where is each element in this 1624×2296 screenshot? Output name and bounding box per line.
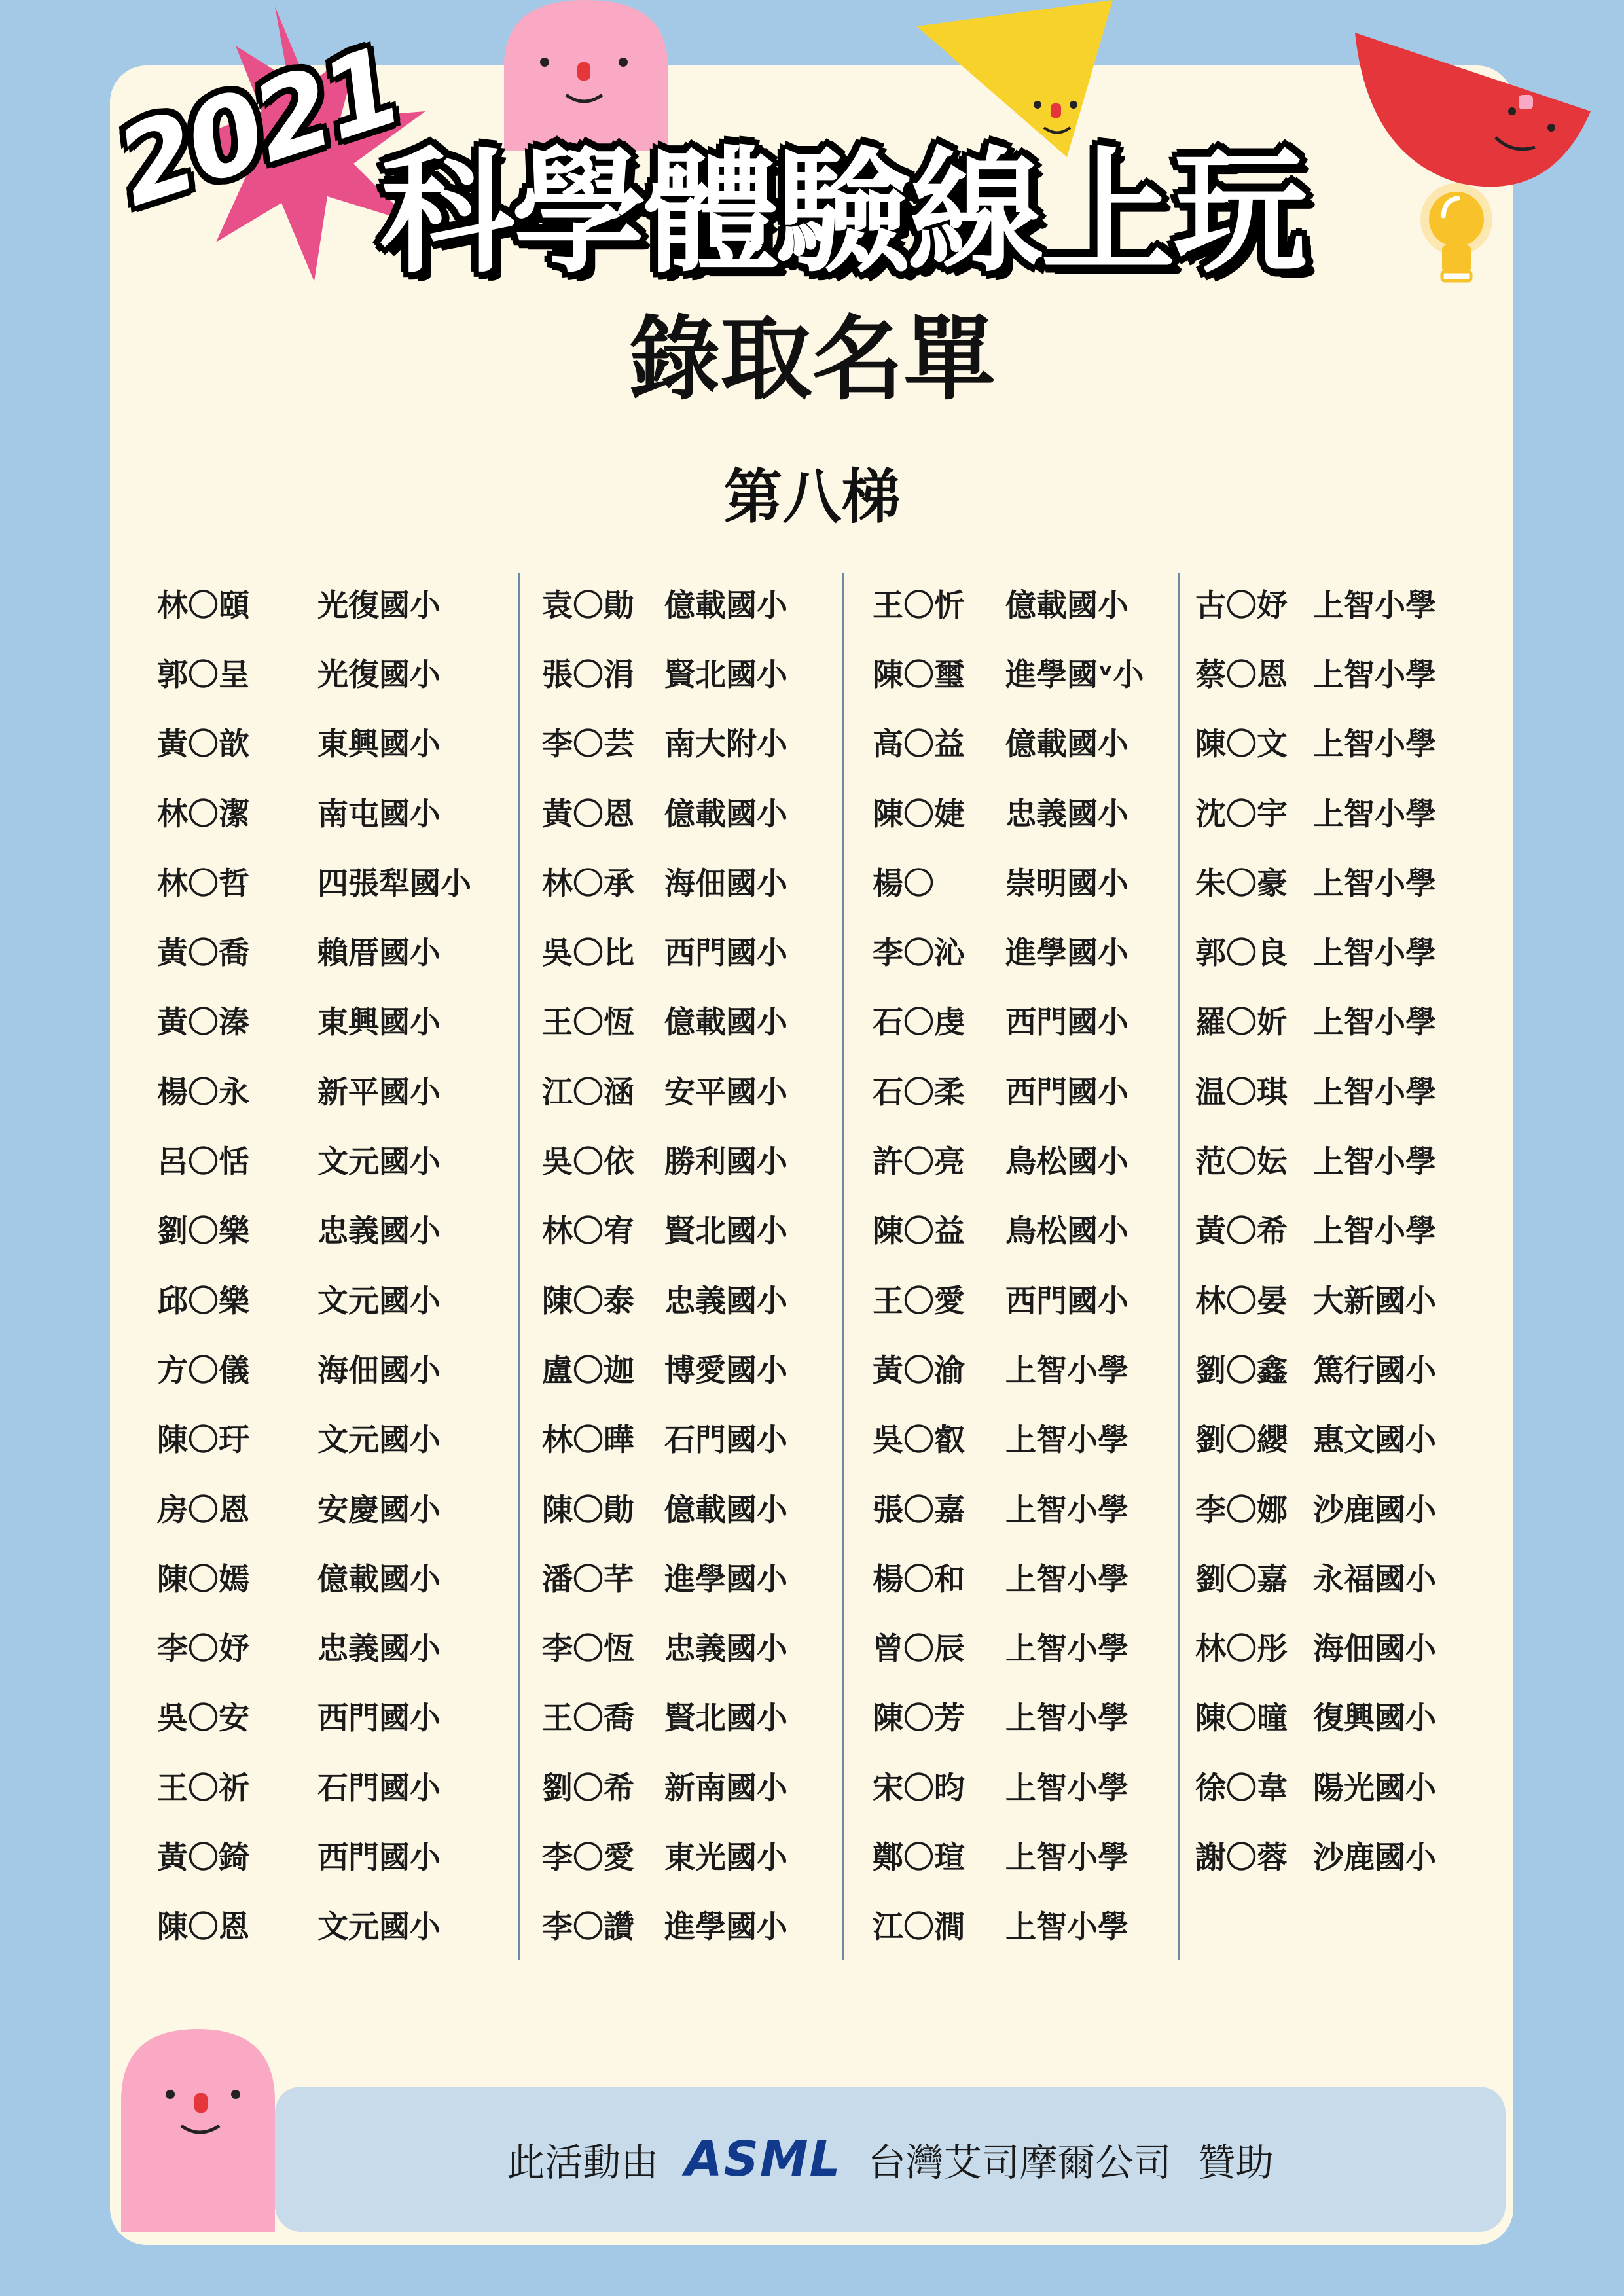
list-item bbox=[157, 1403, 471, 1473]
school-name: 億載國小 bbox=[664, 587, 787, 624]
student-name: 沈〇宇 bbox=[1195, 796, 1288, 833]
student-name: 許〇亮 bbox=[873, 1144, 965, 1181]
school-name: 忠義國小 bbox=[664, 1631, 787, 1668]
list-item bbox=[542, 1542, 787, 1611]
list-item bbox=[1195, 986, 1436, 1055]
school-name: 上智小學 bbox=[1313, 865, 1436, 902]
student-name: 陳〇婕 bbox=[873, 796, 965, 833]
student-name: 陳〇嫣 bbox=[157, 1561, 249, 1598]
student-name: 劉〇樂 bbox=[157, 1213, 249, 1250]
school-name: 上智小學 bbox=[1313, 587, 1436, 624]
school-name: 石門國小 bbox=[664, 1422, 787, 1459]
student-name: 范〇妘 bbox=[1195, 1144, 1288, 1181]
list-item bbox=[1195, 1681, 1436, 1751]
school-name: 鳥松國小 bbox=[1005, 1144, 1128, 1181]
student-name: 黃〇希 bbox=[1195, 1213, 1288, 1250]
school-name: 文元國小 bbox=[317, 1144, 441, 1181]
student-name: 郭〇良 bbox=[1195, 935, 1288, 972]
school-name: 南大附小 bbox=[664, 726, 787, 763]
student-name: 謝〇蓉 bbox=[1195, 1839, 1288, 1876]
list-item bbox=[873, 568, 1144, 637]
school-name: 進學國小 bbox=[1005, 935, 1128, 972]
school-name: 上智小學 bbox=[1313, 656, 1436, 693]
student-name: 曾〇辰 bbox=[873, 1631, 965, 1668]
student-name: 高〇益 bbox=[873, 726, 965, 763]
student-name: 宋〇昀 bbox=[873, 1770, 965, 1806]
student-name: 林〇潔 bbox=[157, 796, 249, 833]
list-item bbox=[873, 1194, 1144, 1264]
student-name: 陳〇益 bbox=[873, 1213, 965, 1250]
student-name: 張〇嘉 bbox=[873, 1492, 965, 1528]
school-name: 文元國小 bbox=[317, 1422, 441, 1459]
student-name: 林〇承 bbox=[542, 865, 634, 902]
student-name: 江〇澗 bbox=[873, 1909, 965, 1946]
list-item bbox=[157, 916, 471, 985]
student-name: 李〇娜 bbox=[1195, 1492, 1288, 1528]
school-name: 賴厝國小 bbox=[317, 935, 441, 972]
school-name: 沙鹿國小 bbox=[1313, 1492, 1436, 1528]
list-item bbox=[873, 1055, 1144, 1124]
school-name: 光復國小 bbox=[317, 656, 441, 693]
school-name: 億載國小 bbox=[1005, 587, 1128, 624]
list-item bbox=[542, 1333, 787, 1403]
list-item bbox=[542, 1890, 787, 1960]
school-name: 博愛國小 bbox=[664, 1352, 787, 1389]
student-name: 李〇妤 bbox=[157, 1631, 249, 1668]
list-item bbox=[157, 568, 471, 637]
school-name: 海佃國小 bbox=[317, 1352, 441, 1389]
school-name: 上智小學 bbox=[1005, 1492, 1128, 1528]
school-name: 進學國小 bbox=[664, 1909, 787, 1946]
school-name: 億載國小 bbox=[1005, 726, 1128, 763]
school-name: 賢北國小 bbox=[664, 656, 787, 693]
school-name: 南屯國小 bbox=[317, 796, 441, 833]
list-item bbox=[542, 1611, 787, 1681]
school-name: 安慶國小 bbox=[317, 1492, 441, 1528]
school-name: 上智小學 bbox=[1313, 1074, 1436, 1111]
list-item bbox=[157, 708, 471, 777]
list-item bbox=[1195, 777, 1436, 846]
student-name: 吳〇叡 bbox=[873, 1422, 965, 1459]
list-item bbox=[157, 1751, 471, 1820]
student-name: 李〇愛 bbox=[542, 1839, 634, 1876]
school-name: 上智小學 bbox=[1005, 1352, 1128, 1389]
student-name: 郭〇呈 bbox=[157, 656, 249, 693]
school-name: 億載國小 bbox=[664, 1005, 787, 1041]
list-item bbox=[1195, 1751, 1436, 1820]
pink-ghost-icon bbox=[121, 2029, 275, 2232]
list-item bbox=[542, 1403, 787, 1473]
list-item bbox=[1195, 1333, 1436, 1403]
student-name: 張〇涓 bbox=[542, 656, 634, 693]
school-name: 西門國小 bbox=[1005, 1074, 1128, 1111]
student-name: 李〇讚 bbox=[542, 1909, 634, 1946]
list-item bbox=[157, 1681, 471, 1751]
sponsor-company: 台灣艾司摩爾公司 bbox=[867, 2140, 1172, 2185]
names-column-1 bbox=[157, 568, 471, 1960]
column-divider bbox=[518, 573, 520, 1960]
student-name: 王〇祈 bbox=[157, 1770, 249, 1806]
school-name: 上智小學 bbox=[1005, 1909, 1128, 1946]
list-item bbox=[542, 1264, 787, 1333]
column-divider bbox=[842, 573, 844, 1960]
list-item bbox=[542, 568, 787, 637]
student-name: 陳〇勛 bbox=[542, 1492, 634, 1528]
school-name: 東興國小 bbox=[317, 726, 441, 763]
list-item bbox=[157, 846, 471, 916]
list-item bbox=[1195, 1473, 1436, 1542]
school-name: 惠文國小 bbox=[1313, 1422, 1436, 1459]
student-name: 黃〇喬 bbox=[157, 935, 249, 972]
group-label: 第八梯 bbox=[723, 463, 901, 531]
list-item bbox=[542, 1194, 787, 1264]
student-name: 林〇曄 bbox=[542, 1422, 634, 1459]
student-name: 陳〇璽 bbox=[873, 656, 965, 693]
list-item bbox=[542, 1473, 787, 1542]
student-name: 朱〇豪 bbox=[1195, 865, 1288, 902]
school-name: 東光國小 bbox=[664, 1839, 787, 1876]
student-name: 劉〇鑫 bbox=[1195, 1352, 1288, 1389]
student-name: 袁〇勛 bbox=[542, 587, 634, 624]
student-name: 林〇彤 bbox=[1195, 1631, 1288, 1668]
list-item bbox=[542, 708, 787, 777]
student-name: 方〇儀 bbox=[157, 1352, 249, 1389]
list-item bbox=[542, 846, 787, 916]
list-item bbox=[873, 777, 1144, 846]
list-item bbox=[1195, 1194, 1436, 1264]
page-title: 科學體驗線上玩 bbox=[380, 134, 1306, 291]
student-name: 古〇妤 bbox=[1195, 587, 1288, 624]
student-name: 石〇柔 bbox=[873, 1074, 965, 1111]
list-item bbox=[873, 1473, 1144, 1542]
student-name: 邱〇樂 bbox=[157, 1283, 249, 1319]
school-name: 文元國小 bbox=[317, 1909, 441, 1946]
school-name: 億載國小 bbox=[664, 796, 787, 833]
school-name: 上智小學 bbox=[1313, 935, 1436, 972]
school-name: 光復國小 bbox=[317, 587, 441, 624]
school-name: 上智小學 bbox=[1313, 1144, 1436, 1181]
list-item bbox=[1195, 637, 1436, 707]
list-item bbox=[1195, 708, 1436, 777]
student-name: 楊〇和 bbox=[873, 1561, 965, 1598]
school-name: 沙鹿國小 bbox=[1313, 1839, 1436, 1876]
list-item bbox=[157, 1124, 471, 1194]
student-name: 蔡〇恩 bbox=[1195, 656, 1288, 693]
student-name: 陳〇恩 bbox=[157, 1909, 249, 1946]
student-name: 王〇忻 bbox=[873, 587, 965, 624]
student-name: 李〇芸 bbox=[542, 726, 634, 763]
school-name: 忠義國小 bbox=[664, 1283, 787, 1319]
list-item bbox=[157, 1264, 471, 1333]
list-item bbox=[873, 986, 1144, 1055]
school-name: 上智小學 bbox=[1005, 1770, 1128, 1806]
school-name: 篤行國小 bbox=[1313, 1352, 1436, 1389]
list-item bbox=[542, 986, 787, 1055]
list-item bbox=[157, 637, 471, 707]
list-item bbox=[157, 777, 471, 846]
school-name: 賢北國小 bbox=[664, 1700, 787, 1737]
list-item bbox=[873, 637, 1144, 707]
student-name: 吳〇依 bbox=[542, 1144, 634, 1181]
school-name: 永福國小 bbox=[1313, 1561, 1436, 1598]
list-item bbox=[1195, 1403, 1436, 1473]
school-name: 海佃國小 bbox=[664, 865, 787, 902]
student-name: 石〇虔 bbox=[873, 1005, 965, 1041]
list-item bbox=[873, 1820, 1144, 1890]
school-name: 上智小學 bbox=[1313, 1213, 1436, 1250]
student-name: 江〇涵 bbox=[542, 1074, 634, 1111]
school-name: 勝利國小 bbox=[664, 1144, 787, 1181]
names-column-3 bbox=[873, 568, 1144, 1960]
school-name: 億載國小 bbox=[664, 1492, 787, 1528]
student-name: 楊〇 bbox=[873, 865, 934, 902]
list-item bbox=[542, 916, 787, 985]
school-name: 陽光國小 bbox=[1313, 1770, 1436, 1806]
school-name: 上智小學 bbox=[1005, 1839, 1128, 1876]
school-name: 西門國小 bbox=[664, 935, 787, 972]
list-item bbox=[1195, 1124, 1436, 1194]
list-item bbox=[542, 1124, 787, 1194]
list-item bbox=[157, 1542, 471, 1611]
names-column-4 bbox=[1195, 568, 1436, 1890]
school-name: 新南國小 bbox=[664, 1770, 787, 1806]
school-name: 忠義國小 bbox=[317, 1213, 441, 1250]
student-name: 李〇恆 bbox=[542, 1631, 634, 1668]
list-item bbox=[1195, 846, 1436, 916]
student-name: 陳〇泰 bbox=[542, 1283, 634, 1319]
student-name: 吳〇安 bbox=[157, 1700, 249, 1737]
student-name: 王〇恆 bbox=[542, 1005, 634, 1041]
list-item bbox=[1195, 568, 1436, 637]
student-name: 楊〇永 bbox=[157, 1074, 249, 1111]
list-item bbox=[542, 777, 787, 846]
school-name: 大新國小 bbox=[1313, 1283, 1436, 1319]
student-name: 劉〇希 bbox=[542, 1770, 634, 1806]
school-name: 進學國ᵛ小 bbox=[1005, 656, 1144, 693]
school-name: 上智小學 bbox=[1005, 1561, 1128, 1598]
list-item bbox=[873, 1264, 1144, 1333]
student-name: 黃〇溱 bbox=[157, 1005, 249, 1041]
student-name: 徐〇韋 bbox=[1195, 1770, 1288, 1806]
school-name: 進學國小 bbox=[664, 1561, 787, 1598]
list-item bbox=[542, 1681, 787, 1751]
year-badge: 2021 bbox=[103, 23, 413, 231]
school-name: 安平國小 bbox=[664, 1074, 787, 1111]
school-name: 上智小學 bbox=[1005, 1422, 1128, 1459]
list-item bbox=[157, 1611, 471, 1681]
list-item bbox=[873, 1751, 1144, 1820]
school-name: 東興國小 bbox=[317, 1005, 441, 1041]
list-item bbox=[542, 1820, 787, 1890]
list-item bbox=[873, 1124, 1144, 1194]
school-name: 新平國小 bbox=[317, 1074, 441, 1111]
list-item bbox=[157, 986, 471, 1055]
school-name: 億載國小 bbox=[317, 1561, 441, 1598]
list-item bbox=[873, 1403, 1144, 1473]
student-name: 劉〇嘉 bbox=[1195, 1561, 1288, 1598]
student-name: 陳〇芳 bbox=[873, 1700, 965, 1737]
names-column-2 bbox=[542, 568, 787, 1960]
page-subtitle: 錄取名單 bbox=[628, 306, 996, 413]
school-name: 賢北國小 bbox=[664, 1213, 787, 1250]
list-item bbox=[1195, 916, 1436, 985]
student-name: 呂〇恬 bbox=[157, 1144, 249, 1181]
asml-logo: ASML bbox=[685, 2131, 842, 2187]
pink-ghost-icon bbox=[504, 0, 668, 151]
list-item bbox=[542, 1751, 787, 1820]
list-item bbox=[157, 1820, 471, 1890]
student-name: 陳〇文 bbox=[1195, 726, 1288, 763]
sponsor-suffix: 贊助 bbox=[1197, 2140, 1274, 2185]
student-name: 吳〇比 bbox=[542, 935, 634, 972]
student-name: 林〇晏 bbox=[1195, 1283, 1288, 1319]
list-item bbox=[873, 1681, 1144, 1751]
student-name: 王〇喬 bbox=[542, 1700, 634, 1737]
list-item bbox=[157, 1890, 471, 1960]
list-item bbox=[873, 916, 1144, 985]
list-item bbox=[873, 1333, 1144, 1403]
student-name: 黃〇錡 bbox=[157, 1839, 249, 1876]
school-name: 文元國小 bbox=[317, 1283, 441, 1319]
list-item bbox=[1195, 1264, 1436, 1333]
student-name: 房〇恩 bbox=[157, 1492, 249, 1528]
sponsor-line bbox=[275, 2087, 1506, 2232]
student-name: 潘〇芊 bbox=[542, 1561, 634, 1598]
list-item bbox=[542, 1055, 787, 1124]
column-divider bbox=[1178, 573, 1180, 1960]
school-name: 西門國小 bbox=[1005, 1005, 1128, 1041]
list-item bbox=[1195, 1542, 1436, 1611]
list-item bbox=[1195, 1820, 1436, 1890]
student-name: 黃〇恩 bbox=[542, 796, 634, 833]
school-name: 四張犁國小 bbox=[317, 865, 471, 902]
school-name: 忠義國小 bbox=[1005, 796, 1128, 833]
school-name: 上智小學 bbox=[1313, 1005, 1436, 1041]
list-item bbox=[1195, 1611, 1436, 1681]
student-name: 温〇琪 bbox=[1195, 1074, 1288, 1111]
student-name: 黃〇歆 bbox=[157, 726, 249, 763]
school-name: 復興國小 bbox=[1313, 1700, 1436, 1737]
list-item bbox=[157, 1055, 471, 1124]
student-name: 羅〇妡 bbox=[1195, 1005, 1288, 1041]
school-name: 西門國小 bbox=[317, 1839, 441, 1876]
school-name: 上智小學 bbox=[1313, 796, 1436, 833]
school-name: 西門國小 bbox=[1005, 1283, 1128, 1319]
school-name: 忠義國小 bbox=[317, 1631, 441, 1668]
list-item bbox=[873, 1611, 1144, 1681]
list-item bbox=[542, 637, 787, 707]
list-item bbox=[873, 1542, 1144, 1611]
school-name: 上智小學 bbox=[1005, 1631, 1128, 1668]
student-name: 林〇頤 bbox=[157, 587, 249, 624]
student-name: 黃〇渝 bbox=[873, 1352, 965, 1389]
student-name: 王〇愛 bbox=[873, 1283, 965, 1319]
list-item bbox=[873, 1890, 1144, 1960]
list-item bbox=[157, 1473, 471, 1542]
student-name: 陳〇曈 bbox=[1195, 1700, 1288, 1737]
list-item bbox=[873, 708, 1144, 777]
school-name: 上智小學 bbox=[1005, 1700, 1128, 1737]
school-name: 崇明國小 bbox=[1005, 865, 1128, 902]
student-name: 鄭〇瑄 bbox=[873, 1839, 965, 1876]
lightbulb-icon bbox=[1417, 180, 1496, 291]
list-item bbox=[157, 1333, 471, 1403]
list-item bbox=[157, 1194, 471, 1264]
school-name: 海佃國小 bbox=[1313, 1631, 1436, 1668]
school-name: 西門國小 bbox=[317, 1700, 441, 1737]
student-name: 林〇宥 bbox=[542, 1213, 634, 1250]
student-name: 劉〇纓 bbox=[1195, 1422, 1288, 1459]
student-name: 林〇哲 bbox=[157, 865, 249, 902]
list-item bbox=[873, 846, 1144, 916]
school-name: 石門國小 bbox=[317, 1770, 441, 1806]
student-name: 陳〇玗 bbox=[157, 1422, 249, 1459]
school-name: 上智小學 bbox=[1313, 726, 1436, 763]
student-name: 李〇沁 bbox=[873, 935, 965, 972]
sponsor-prefix: 此活動由 bbox=[507, 2140, 659, 2185]
student-name: 盧〇迦 bbox=[542, 1352, 634, 1389]
list-item bbox=[1195, 1055, 1436, 1124]
school-name: 鳥松國小 bbox=[1005, 1213, 1128, 1250]
